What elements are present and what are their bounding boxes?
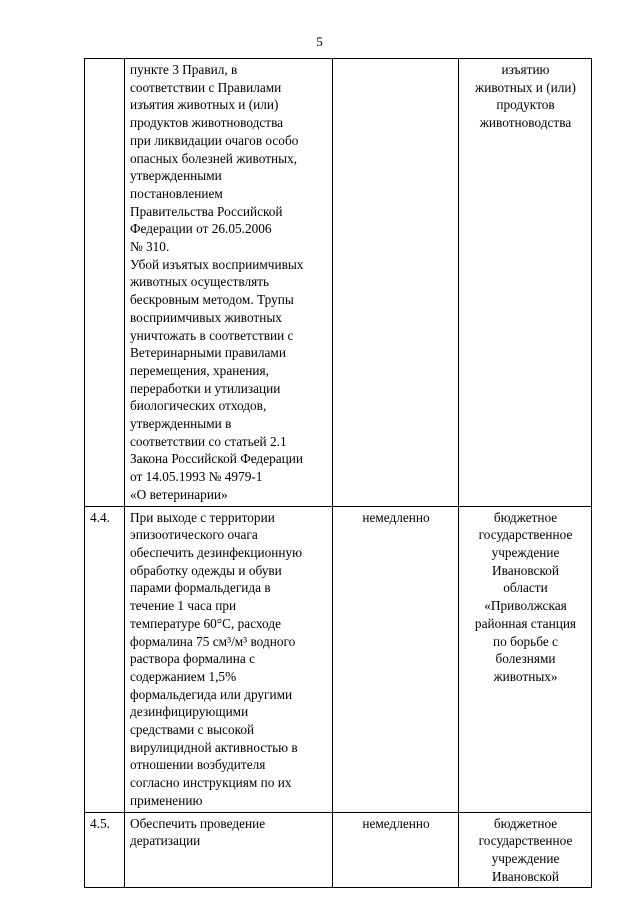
text-line: Правительства Российской: [130, 203, 283, 219]
text-line: Ветеринарными правилами: [130, 345, 286, 361]
term-cell: немедленно: [333, 812, 459, 888]
text-line: бюджетное: [493, 815, 558, 831]
text-line: раствора формалина с: [130, 651, 256, 667]
text-line: бескровным методом. Трупы: [130, 292, 294, 308]
text-line: дератизации: [130, 833, 201, 849]
text-line: болезнями: [495, 651, 556, 667]
text-line: № 310.: [130, 239, 170, 255]
text-line: районная станция: [474, 615, 577, 631]
text-line: Убой изъятых восприимчивых: [130, 256, 304, 272]
responsible-cell: [459, 812, 592, 888]
text-line: продуктов животноводства: [130, 115, 284, 131]
text-line: формалина 75 см³/м³ водного: [130, 633, 296, 649]
text-line: обеспечить дезинфекционную: [130, 544, 303, 560]
text-line: бюджетное: [493, 509, 558, 525]
text-line: дезинфицирующими: [130, 704, 249, 720]
row-number-cell: [85, 59, 125, 507]
measure-cell: [125, 506, 333, 812]
text-line: биологических отходов,: [130, 398, 267, 414]
text-line: согласно инструкциям по их: [130, 775, 292, 791]
text-line: Закона Российской Федерации: [130, 451, 303, 467]
row-number-cell: 4.5.: [85, 812, 125, 888]
text-line: изъятия животных и (или): [130, 97, 279, 113]
text-line: учреждение: [491, 544, 560, 560]
measures-table-body: [85, 59, 592, 888]
text-line: при ликвидации очагов особо: [130, 132, 299, 148]
text-line: Обеспечить проведение: [130, 815, 266, 831]
text-line: перемещения, хранения,: [130, 362, 269, 378]
text-line: от 14.05.1993 № 4979-1: [130, 469, 263, 485]
text-line: продуктов: [496, 97, 555, 113]
page-number: 5: [316, 34, 323, 49]
term-cell: [333, 59, 459, 507]
responsible-cell: [459, 506, 592, 812]
text-line: средствами с высокой: [130, 722, 255, 738]
measure-cell: [125, 59, 333, 507]
text-line: пункте 3 Правил, в: [130, 62, 238, 77]
text-line: постановлением: [130, 185, 223, 201]
text-line: температуре 60°С, расходе: [130, 615, 281, 631]
text-line: содержанием 1,5%: [130, 668, 237, 684]
text-line: животноводства: [479, 115, 572, 131]
text-line: Ивановской: [491, 868, 560, 884]
text-line: учреждение: [491, 850, 560, 866]
text-line: уничтожать в соответствии с: [130, 327, 294, 343]
text-line: соответствии с Правилами: [130, 79, 282, 95]
text-line: государственное: [478, 833, 573, 849]
table-row: [85, 812, 592, 888]
text-line: отношении возбудителя: [130, 757, 266, 773]
text-line: При выходе с территории: [130, 509, 275, 525]
responsible-cell: [459, 59, 592, 507]
text-line: опасных болезней животных,: [130, 150, 298, 166]
text-line: течение 1 часа при: [130, 598, 237, 614]
text-line: утвержденными в: [130, 416, 232, 432]
text-line: животных и (или): [475, 79, 576, 95]
text-line: государственное: [478, 527, 573, 543]
text-line: животных»: [493, 668, 558, 684]
text-line: области: [503, 580, 548, 596]
text-line: Ивановской: [491, 562, 560, 578]
measure-cell: [125, 812, 333, 888]
text-line: «О ветеринарии»: [130, 486, 228, 502]
text-line: формальдегида или другими: [130, 686, 293, 702]
text-line: вирулицидной активностью в: [130, 739, 298, 755]
text-line: Федерации от 26.05.2006: [130, 221, 272, 237]
text-line: парами формальдегида в: [130, 580, 271, 596]
text-line: восприимчивых животных: [130, 309, 282, 325]
text-line: «Приволжская: [484, 598, 567, 614]
row-number-cell: 4.4.: [85, 506, 125, 812]
text-line: переработки и утилизации: [130, 380, 281, 396]
table-row: [85, 59, 592, 507]
text-line: применению: [130, 792, 203, 808]
measures-table: [84, 58, 592, 888]
text-line: животных осуществлять: [130, 274, 270, 290]
text-line: изъятию: [501, 62, 550, 77]
term-cell: немедленно: [333, 506, 459, 812]
text-line: эпизоотического очага: [130, 527, 258, 543]
table-row: [85, 506, 592, 812]
text-line: утвержденными: [130, 168, 222, 184]
text-line: обработку одежды и обуви: [130, 562, 282, 578]
text-line: по борьбе с: [493, 633, 558, 649]
text-line: соответствии со статьей 2.1: [130, 433, 287, 449]
